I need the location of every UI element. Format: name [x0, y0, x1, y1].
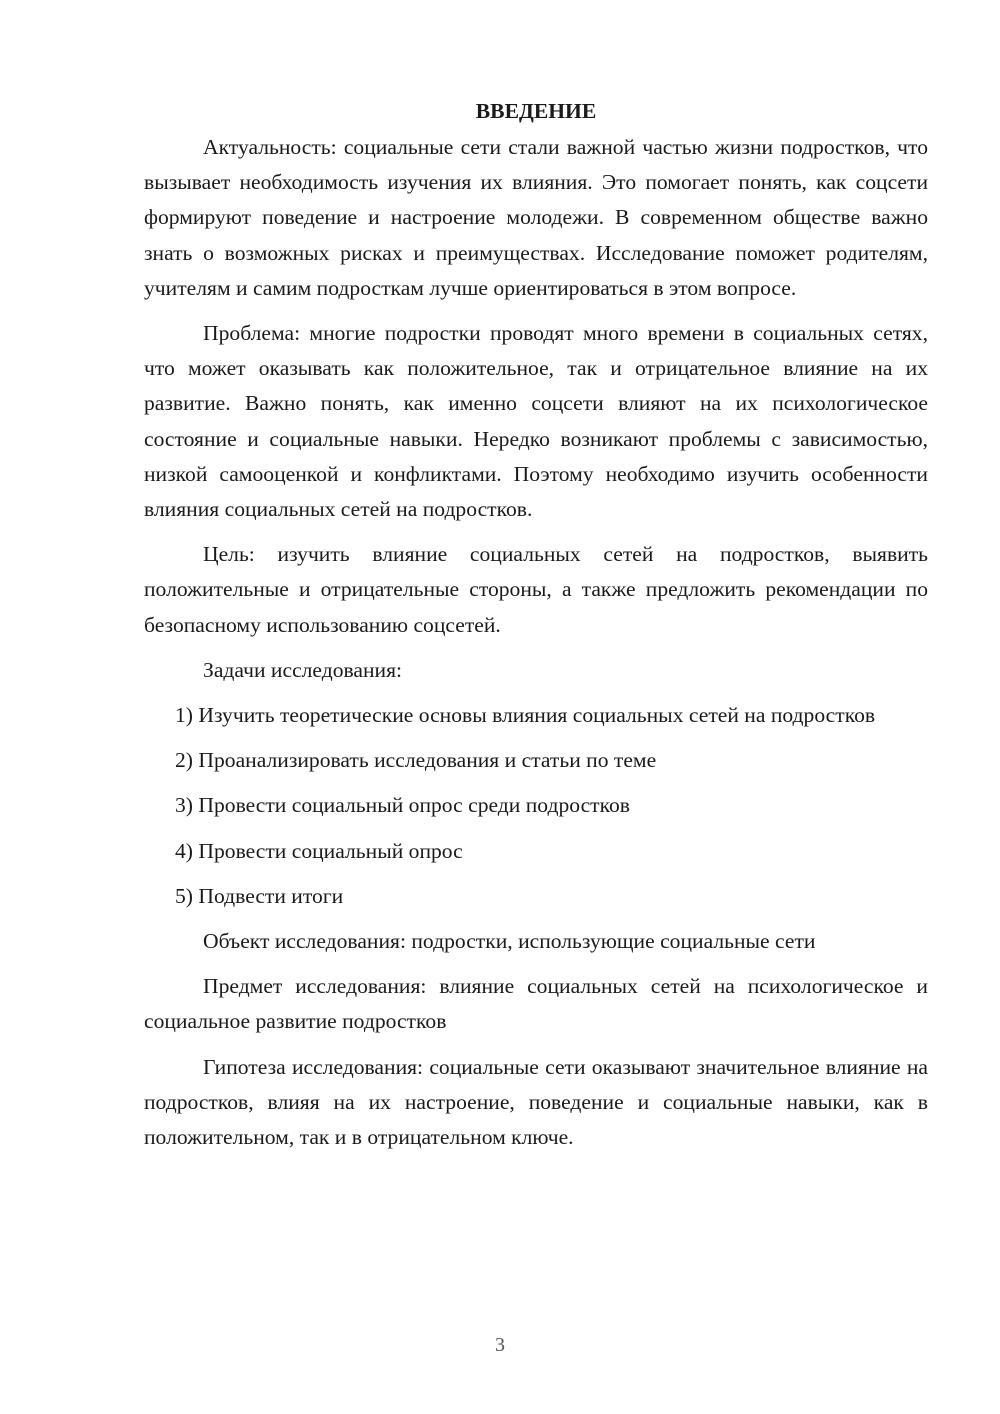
- goal-paragraph: Цель: изучить влияние социальных сетей на подростков, выявить положительные и отрицательные стороны, а также предложить рекомендации по безопасному использованию соцсетей.: [144, 542, 928, 637]
- subject-paragraph: Предмет исследования: влияние социальных сетей на психологическое и социальное развитие подростков: [144, 974, 928, 1034]
- page-number: 3: [495, 1334, 505, 1356]
- object-paragraph: Объект исследования: подростки, использующие социальные сети: [203, 929, 816, 954]
- task-item: 3) Провести социальный опрос среди подростков: [175, 793, 630, 818]
- tasks-heading: Задачи исследования:: [203, 657, 403, 682]
- page-title: ВВЕДЕНИЕ: [475, 99, 597, 123]
- page-content: [144, 94, 928, 1155]
- relevance-paragraph: Актуальность: социальные сети стали важной частью жизни подростков, что вызывает необходимость изучения их влияния. Это помогает понять, как соцсети формируют поведение и настроение молодежи. В современном обществе важно знать о возможных рисках и преимуществах. Исследование поможет родителям, учителям и самим подросткам лучше ориентироваться в этом вопросе.: [144, 135, 928, 300]
- hypothesis-paragraph: Гипотеза исследования: социальные сети оказывают значительное влияние на подростков, влияя на их настроение, поведение и социальные навыки, как в положительном, так и в отрицательном ключе.: [144, 1054, 928, 1150]
- task-item: 2) Проанализировать исследования и статьи по теме: [175, 748, 657, 773]
- task-item: 5) Подвести итоги: [175, 883, 344, 908]
- task-item: 1) Изучить теоретические основы влияния социальных сетей на подростков: [175, 703, 876, 728]
- problem-paragraph: Проблема: многие подростки проводят много времени в социальных сетях, что может оказывать как положительное, так и отрицательное влияние на их развитие. Важно понять, как именно соцсети влияют на их психологическое состояние и социальные навыки. Нередко возникают проблемы с зависимостью, низкой самооценкой и конфликтами. Поэтому необходимо изучить особенности влияния социальных сетей на подростков.: [144, 321, 928, 522]
- task-item: 4) Провести социальный опрос: [175, 838, 463, 863]
